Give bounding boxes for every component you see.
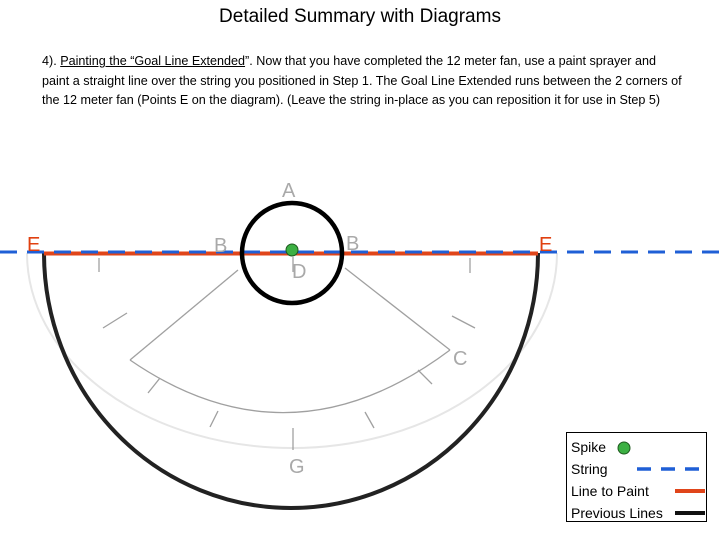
spike-icon bbox=[616, 440, 632, 456]
label-d: D bbox=[292, 261, 307, 283]
spike-point-d bbox=[286, 244, 298, 256]
label-g: G bbox=[289, 456, 305, 478]
tick-mark bbox=[365, 412, 374, 428]
tick-mark bbox=[210, 411, 218, 427]
legend bbox=[566, 432, 707, 522]
step-number: 4). bbox=[42, 54, 61, 68]
label-b-right: B bbox=[346, 233, 360, 255]
tick-mark bbox=[148, 378, 160, 393]
eight-meter-arc bbox=[130, 350, 450, 413]
legend-spike-label: Spike bbox=[571, 439, 607, 455]
page-title: Detailed Summary with Diagrams bbox=[219, 6, 501, 27]
tick-mark bbox=[103, 313, 127, 328]
legend-paint-label: Line to Paint bbox=[571, 483, 649, 499]
step-heading: Painting the “Goal Line Extended bbox=[60, 54, 246, 68]
previous-line-icon bbox=[675, 509, 707, 517]
step-text: ”. Now that you have completed the 12 meter fan, use a paint sprayer and paint a straight line over the string you positioned in Step 1. The Goal Line Extended runs between the 2 corners of the 12 meter fan (Points E on the diagram). (Leave the string in-place as you can reposition it for use in Step 5) bbox=[42, 54, 682, 107]
legend-string-label: String bbox=[571, 461, 608, 477]
tick-mark bbox=[452, 316, 475, 328]
label-e-right: E bbox=[539, 234, 553, 256]
guide-line-left bbox=[130, 270, 238, 360]
string-dash-icon bbox=[635, 465, 705, 473]
label-a: A bbox=[282, 180, 296, 202]
label-b-left: B bbox=[214, 235, 228, 257]
legend-previous-label: Previous Lines bbox=[571, 505, 663, 521]
guide-line-right bbox=[345, 268, 450, 350]
label-e-left: E bbox=[27, 234, 41, 256]
label-c: C bbox=[453, 348, 468, 370]
paint-line-icon bbox=[675, 487, 707, 495]
tick-mark bbox=[418, 370, 432, 384]
